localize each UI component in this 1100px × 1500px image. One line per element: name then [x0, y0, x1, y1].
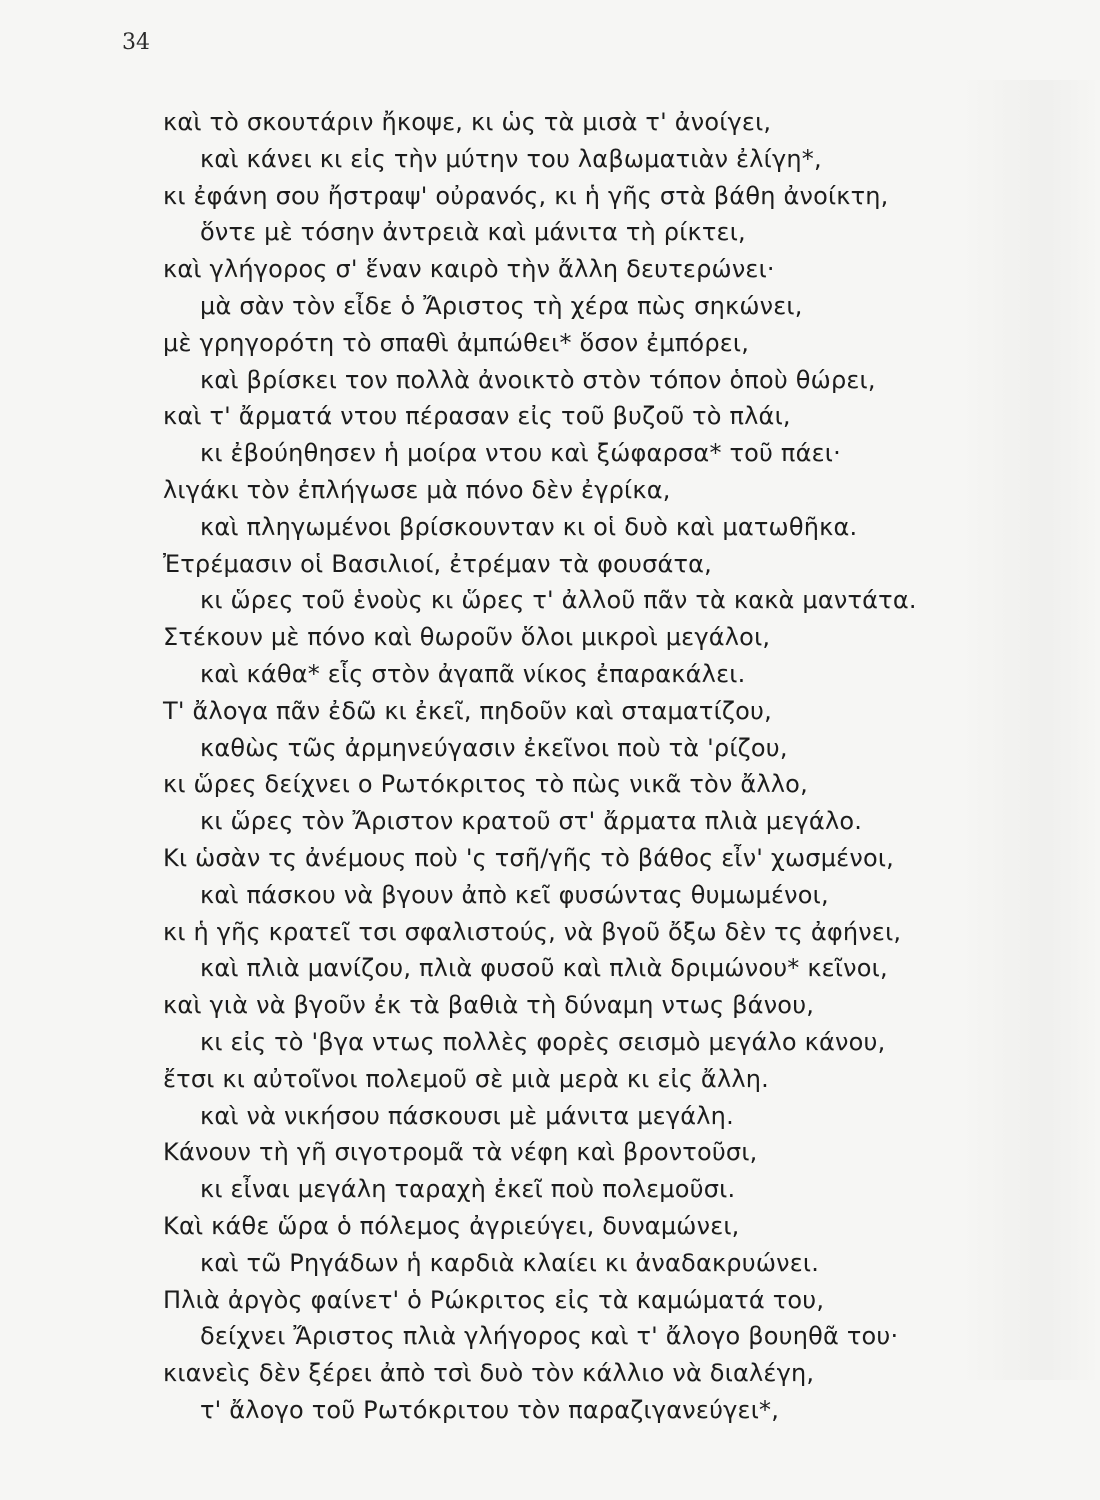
verse-line: Κι ὡσὰν τς ἀνέμους ποὺ 'ς τσῆ/γῆς τὸ βάθος εἶν' χωσμένοι, [163, 843, 894, 872]
verse-line: κι εἶναι μεγάλη ταραχὴ ἐκεῖ ποὺ πολεμοῦσι. [200, 1175, 736, 1204]
verse-line: Στέκουν μὲ πόνο καὶ θωροῦν ὅλοι μικροὶ μεγάλοι, [163, 623, 771, 652]
verse-line: ὅντε μὲ τόσην ἀντρειὰ καὶ μάνιτα τὴ ρίκτει, [200, 218, 746, 247]
verse-line: καὶ κάθα* εἷς στὸν ἀγαπᾶ νίκος ἐπαρακάλει. [200, 659, 746, 688]
verse-line: μὰ σὰν τὸν εἶδε ὁ Ἄριστος τὴ χέρα πὼς σηκώνει, [200, 291, 803, 320]
verse-line: δείχνει Ἄριστος πλιὰ γλήγορος καὶ τ' ἄλογο βουηθᾶ του· [200, 1322, 899, 1351]
page-number: 34 [122, 30, 150, 55]
verse-line: καὶ τὸ σκουτάριν ἤκοψε, κι ὡς τὰ μισὰ τ' ἀνοίγει, [163, 108, 772, 136]
verse-line: κι ὥρες τὸν Ἄριστον κρατοῦ στ' ἄρματα πλιὰ μεγάλο. [200, 807, 863, 836]
verse-line: κι ὥρες δείχνει ο Ρωτόκριτος τὸ πὼς νικᾶ τὸν ἄλλο, [163, 770, 808, 799]
verse-line: καὶ νὰ νικήσου πάσκουσι μὲ μάνιτα μεγάλη. [200, 1101, 734, 1130]
verse-line: κι ὥρες τοῦ ἑνοὺς κι ὥρες τ' ἀλλοῦ πᾶν τὰ κακὰ μαντάτα. [200, 586, 917, 615]
verse-line: ἔτσι κι αὐτοῖνοι πολεμοῦ σὲ μιὰ μερὰ κι εἰς ἄλλη. [163, 1064, 770, 1093]
verse-line: Πλιὰ ἀργὸς φαίνετ' ὁ Ρώκριτος εἰς τὰ καμώματά του, [163, 1285, 825, 1314]
verse-line: κι ἐβούηθησεν ἡ μοίρα ντου καὶ ξώφαρσα* τοῦ πάει· [200, 439, 841, 468]
verse-line: κι εἰς τὸ 'βγα ντως πολλὲς φορὲς σεισμὸ μεγάλο κάνου, [200, 1027, 886, 1056]
verse-line: Τ' ἄλογα πᾶν ἐδῶ κι ἐκεῖ, πηδοῦν καὶ σταματίζου, [163, 696, 772, 725]
verse-line: Κάνουν τὴ γῆ σιγοτρομᾶ τὰ νέφη καὶ βροντοῦσι, [163, 1138, 758, 1167]
verse-line: μὲ γρηγορότη τὸ σπαθὶ ἀμπώθει* ὅσον ἐμπόρει, [163, 328, 750, 357]
verse-line: καὶ βρίσκει τον πολλὰ ἀνοικτὸ στὸν τόπον ὁποὺ θώρει, [200, 365, 876, 394]
verse-line: καὶ τῶ Ρηγάδων ἡ καρδιὰ κλαίει κι ἀναδακρυώνει. [200, 1248, 820, 1277]
verse-line: κι ἡ γῆς κρατεῖ τσι σφαλιστούς, νὰ βγοῦ ὄξω δὲν τς ἀφήνει, [163, 917, 902, 946]
verse-line: καὶ πάσκου νὰ βγουν ἀπὸ κεῖ φυσώντας θυμωμένοι, [200, 880, 829, 909]
verse-line: καὶ πληγωμένοι βρίσκουνταν κι οἱ δυὸ καὶ ματωθῆκα. [200, 512, 858, 541]
verse-line: τ' ἄλογο τοῦ Ρωτόκριτου τὸν παραζιγανεύγει*, [200, 1395, 780, 1424]
verse-line: λιγάκι τὸν ἐπλήγωσε μὰ πόνο δὲν ἐγρίκα, [163, 475, 671, 504]
verse-line: καθὼς τῶς ἀρμηνεύγασιν ἐκεῖνοι ποὺ τὰ 'ρίζου, [200, 733, 788, 762]
verse-line: κι ἐφάνη σου ἤστραψ' οὐρανός, κι ἡ γῆς στὰ βάθη ἀνοίκτη, [163, 181, 889, 210]
verse-line: Καὶ κάθε ὥρα ὁ πόλεμος ἀγριεύγει, δυναμώνει, [163, 1211, 740, 1240]
verse-line: καὶ γλήγορος σ' ἕναν καιρὸ τὴν ἄλλη δευτερώνει· [163, 255, 775, 284]
verse-line: κιανεὶς δὲν ξέρει ἀπὸ τσὶ δυὸ τὸν κάλλιο νὰ διαλέγη, [163, 1359, 815, 1388]
verse-line: καὶ τ' ἄρματά ντου πέρασαν εἰς τοῦ βυζοῦ τὸ πλάι, [163, 402, 791, 431]
verse-line: καὶ γιὰ νὰ βγοῦν ἐκ τὰ βαθιὰ τὴ δύναμη ντως βάνου, [163, 991, 815, 1020]
verse-line: καὶ πλιὰ μανίζου, πλιὰ φυσοῦ καὶ πλιὰ δριμώνου* κεῖνοι, [200, 954, 888, 983]
verse-line: Ἐτρέμασιν οἱ Βασιλιοί, ἐτρέμαν τὰ φουσάτα, [163, 549, 712, 578]
poem-text [0, 104, 1100, 1429]
verse-line: καὶ κάνει κι εἰς τὴν μύτην του λαβωματιὰν ἐλίγη*, [200, 144, 822, 173]
